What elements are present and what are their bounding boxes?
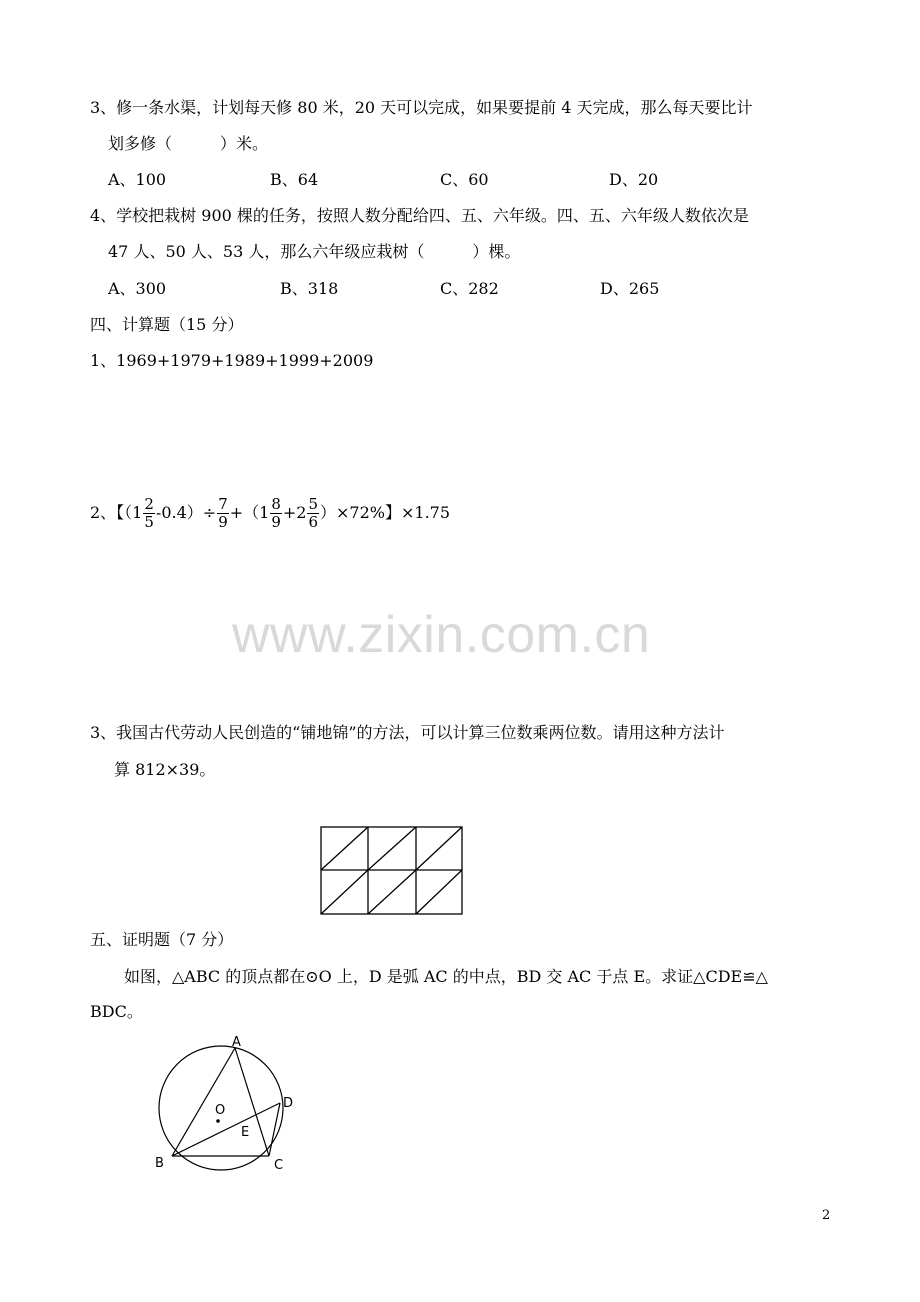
- lattice-diagonal: [368, 827, 416, 870]
- calc-3-line1: 3、我国古代劳动人民创造的“铺地锦”的方法，可以计算三位数乘两位数。请用这种方法计: [90, 723, 725, 742]
- segment-ab: [172, 1048, 235, 1156]
- calc-2-part5: ）×72%】×1.75: [320, 503, 451, 522]
- fraction-5-6: $\frac{5}{6}$: [308, 495, 319, 531]
- fraction-7-9: $\frac{7}{9}$: [218, 495, 228, 531]
- watermark: www.zixin.com.cn: [232, 606, 651, 664]
- label-e: E: [241, 1125, 250, 1140]
- fraction-8-9: $\frac{8}{9}$: [271, 495, 281, 531]
- calc-2-part3: +（1: [229, 503, 270, 522]
- lattice-grid-diagram: [320, 826, 464, 916]
- fraction-2-5: $\frac{2}{5}$: [144, 495, 154, 531]
- q3-option-c: C、60: [440, 170, 489, 189]
- lattice-diagonal: [368, 870, 416, 914]
- q4-option-c: C、282: [440, 279, 499, 298]
- q3-option-a: A、100: [108, 170, 167, 189]
- calc-2-part1: 2、【（1: [90, 503, 143, 522]
- calc-3-line2: 算 812×39。: [114, 760, 216, 779]
- q4-line2: 47 人、50 人、53 人，那么六年级应栽树（ ）棵。: [108, 242, 521, 261]
- calc-2-part2: -0.4）÷: [155, 503, 217, 522]
- proof-line1: 如图，△ABC 的顶点都在⊙O 上，D 是弧 AC 的中点，BD 交 AC 于点 E。求证△CDE≌△: [124, 967, 768, 986]
- calc-1: 1、1969+1979+1989+1999+2009: [90, 351, 374, 370]
- page-number: 2: [822, 1208, 831, 1223]
- label-d: D: [283, 1096, 294, 1111]
- lattice-diagonal: [416, 870, 462, 914]
- label-o: O: [215, 1103, 226, 1118]
- q4-line1: 4、学校把栽树 900 棵的任务，按照人数分配给四、五、六年级。四、五、六年级人数依次是: [90, 206, 749, 225]
- segment-bd: [172, 1103, 280, 1156]
- lattice-diagonal: [416, 827, 462, 870]
- q3-option-d: D、20: [609, 170, 659, 189]
- circle-triangle-diagram: [150, 1030, 310, 1180]
- q3-line2: 划多修（ ）米。: [108, 134, 269, 153]
- q3-line1: 3、修一条水渠，计划每天修 80 米，20 天可以完成，如果要提前 4 天完成，那么每天要比计: [90, 98, 753, 117]
- q3-option-b: B、64: [270, 170, 319, 189]
- label-b: B: [155, 1156, 164, 1171]
- lattice-diagonal: [321, 870, 368, 914]
- center-point-o: [216, 1119, 220, 1123]
- label-c: C: [274, 1158, 284, 1173]
- section4-title: 四、计算题（15 分）: [90, 315, 244, 334]
- calc-2-part4: +2: [282, 503, 307, 522]
- section5-title: 五、证明题（7 分）: [90, 930, 234, 949]
- calc-2: [90, 493, 450, 533]
- label-a: A: [232, 1035, 241, 1050]
- q4-option-a: A、300: [108, 279, 167, 298]
- q4-option-d: D、265: [600, 279, 660, 298]
- q4-option-b: B、318: [280, 279, 339, 298]
- segment-dc: [269, 1103, 280, 1156]
- proof-line2: BDC。: [90, 1002, 143, 1021]
- lattice-diagonal: [321, 827, 368, 870]
